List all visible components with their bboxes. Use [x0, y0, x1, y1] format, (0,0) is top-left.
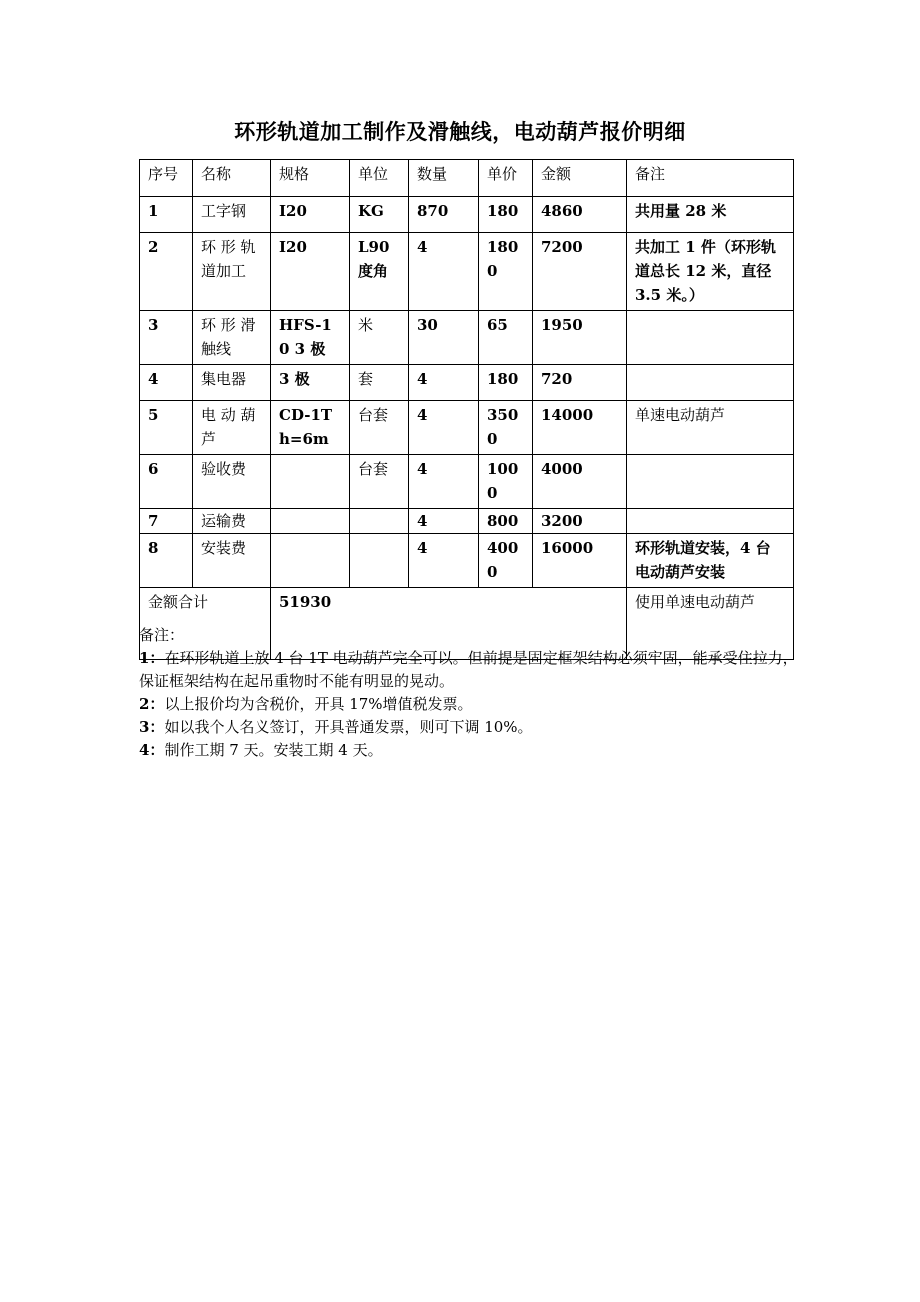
cell-remark	[627, 311, 794, 365]
cell-no: 4	[140, 365, 193, 401]
table-row	[140, 455, 794, 509]
cell-price: 65	[479, 311, 533, 365]
cell-unit: 米	[350, 311, 409, 365]
cell-amount: 4860	[533, 197, 627, 233]
table-row	[140, 233, 794, 311]
cell-name: 集电器	[193, 365, 271, 401]
cell-qty: 4	[409, 401, 479, 455]
cell-qty: 4	[409, 534, 479, 588]
cell-spec: 3 极	[271, 365, 350, 401]
header-cell-amount: 金额	[533, 160, 627, 197]
total-value: 51930	[271, 588, 627, 660]
cell-remark: 环形轨道安装，4 台电动葫芦安装	[627, 534, 794, 588]
cell-spec	[271, 509, 350, 534]
table-header-row	[140, 160, 794, 197]
cell-remark	[627, 509, 794, 534]
cell-name: 工字钢	[193, 197, 271, 233]
cell-amount: 3200	[533, 509, 627, 534]
header-cell-unit: 单位	[350, 160, 409, 197]
note-number: 3：	[139, 718, 165, 736]
cell-qty: 4	[409, 509, 479, 534]
cell-unit: L90 度角	[350, 233, 409, 311]
cell-unit	[350, 534, 409, 588]
cell-qty: 870	[409, 197, 479, 233]
cell-price: 1000	[479, 455, 533, 509]
note-item	[139, 716, 799, 739]
cell-no: 5	[140, 401, 193, 455]
cell-no: 3	[140, 311, 193, 365]
cell-price: 180	[479, 197, 533, 233]
cell-name: 电 动 葫 芦	[193, 401, 271, 455]
note-number: 2：	[139, 695, 165, 713]
cell-name: 安装费	[193, 534, 271, 588]
table-row	[140, 534, 794, 588]
header-cell-name: 名称	[193, 160, 271, 197]
cell-remark	[627, 365, 794, 401]
note-number: 1：	[139, 649, 165, 667]
cell-no: 2	[140, 233, 193, 311]
table-row	[140, 311, 794, 365]
cell-no: 7	[140, 509, 193, 534]
cell-qty: 30	[409, 311, 479, 365]
cell-qty: 4	[409, 455, 479, 509]
cell-remark: 共用量 28 米	[627, 197, 794, 233]
cell-amount: 4000	[533, 455, 627, 509]
cell-spec: I20	[271, 233, 350, 311]
cell-remark	[627, 455, 794, 509]
cell-spec: CD-1T h=6m	[271, 401, 350, 455]
note-text: 以上报价均为含税价，开具 17%增值税发票。	[164, 695, 473, 713]
cell-amount: 1950	[533, 311, 627, 365]
cell-unit: 台套	[350, 455, 409, 509]
note-item	[139, 739, 799, 762]
header-cell-spec: 规格	[271, 160, 350, 197]
cell-spec: HFS-10 3 极	[271, 311, 350, 365]
cell-name: 验收费	[193, 455, 271, 509]
note-text: 如以我个人名义签订，开具普通发票，则可下调 10%。	[164, 718, 533, 736]
cell-amount: 7200	[533, 233, 627, 311]
cell-no: 1	[140, 197, 193, 233]
table-row	[140, 509, 794, 534]
note-item	[139, 647, 799, 693]
cell-spec: I20	[271, 197, 350, 233]
notes-heading: 备注：	[139, 626, 185, 644]
cell-name: 环 形 滑 触线	[193, 311, 271, 365]
note-number: 4：	[139, 741, 165, 759]
cell-unit	[350, 509, 409, 534]
cell-price: 180	[479, 365, 533, 401]
cell-price: 800	[479, 509, 533, 534]
header-cell-no: 序号	[140, 160, 193, 197]
cell-spec	[271, 455, 350, 509]
cell-no: 8	[140, 534, 193, 588]
note-item	[139, 693, 799, 716]
cell-name: 运输费	[193, 509, 271, 534]
table-row	[140, 365, 794, 401]
header-cell-price: 单价	[479, 160, 533, 197]
cell-name: 环 形 轨 道加工	[193, 233, 271, 311]
cell-remark: 共加工 1 件（环形轨道总长 12 米，直径 3.5 米。）	[627, 233, 794, 311]
cell-amount: 16000	[533, 534, 627, 588]
cell-qty: 4	[409, 365, 479, 401]
cell-unit: KG	[350, 197, 409, 233]
cell-spec	[271, 534, 350, 588]
header-cell-remark: 备注	[627, 160, 794, 197]
notes-section	[139, 624, 799, 762]
header-cell-qty: 数量	[409, 160, 479, 197]
document-title: 环形轨道加工制作及滑触线，电动葫芦报价明细	[234, 120, 686, 144]
cell-price: 4000	[479, 534, 533, 588]
table-row	[140, 401, 794, 455]
cell-no: 6	[140, 455, 193, 509]
cell-price: 3500	[479, 401, 533, 455]
cell-qty: 4	[409, 233, 479, 311]
cell-unit: 台套	[350, 401, 409, 455]
cell-amount: 720	[533, 365, 627, 401]
cell-remark: 单速电动葫芦	[627, 401, 794, 455]
table-row	[140, 197, 794, 233]
total-remark: 使用单速电动葫芦	[627, 588, 794, 660]
cell-price: 1800	[479, 233, 533, 311]
note-text: 制作工期 7 天。安装工期 4 天。	[164, 741, 383, 759]
quote-table	[139, 159, 794, 660]
total-label: 金额合计	[140, 588, 271, 660]
note-text: 在环形轨道上放 4 台 1T 电动葫芦完全可以。但前提是固定框架结构必须牢固，能承受住拉力，保证框架结构在起吊重物时不能有明显的晃动。	[139, 649, 798, 690]
cell-amount: 14000	[533, 401, 627, 455]
cell-unit: 套	[350, 365, 409, 401]
